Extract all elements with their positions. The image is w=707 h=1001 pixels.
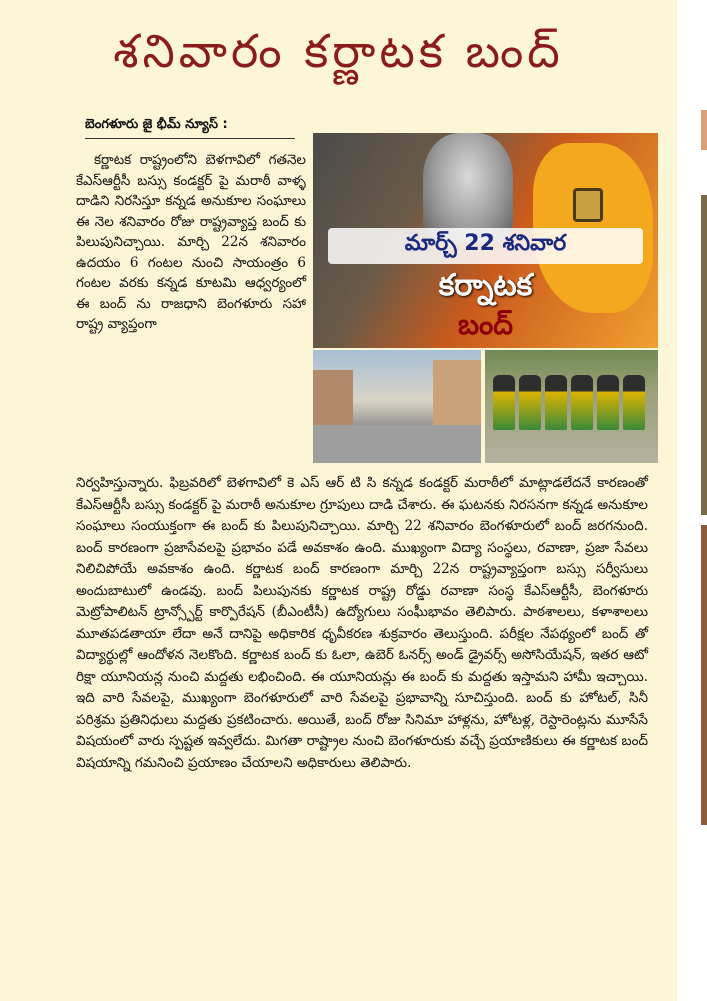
street-building-left bbox=[313, 370, 353, 425]
byline-underline bbox=[85, 138, 295, 139]
padlock-icon bbox=[573, 188, 603, 222]
parked-autorickshaws-photo bbox=[485, 350, 658, 463]
adjacent-page-edge bbox=[701, 110, 707, 150]
adjacent-page-edge bbox=[701, 525, 707, 825]
raised-fist-image bbox=[423, 133, 513, 243]
banner-bandh-text: బంద్ bbox=[458, 308, 513, 341]
adjacent-page-edge bbox=[701, 195, 707, 515]
article-body-text: నిర్వహిస్తున్నారు. ఫిబ్రవరిలో బెళగావిలో కె ఎస్ ఆర్ టి సి కన్నడ కండక్టర్ మరాఠీలో మాట్లాడలేదనే కారణంతో కేఎస్ఆర్టీసీ బస్సు కండక్టర్ పై మరాఠీ అనుకూల గ్రూపులు దాడి చేశారు. ఈ ఘటనకు నిరసనగా కన్నడ అనుకూల సంఘాలు సంయుక్తంగా ఈ బంద్ కు పిలుపునిచ్చాయి. మార్చి 22 శనివారం బెంగళూరులో బంద్ జరగనుంది. బంద్ కారణంగా ప్రజాసేవలపై ప్రభావం పడే అవకాశం ఉంది. ముఖ్యంగా విద్యా సంస్థలు, రవాణా, ప్రజా సేవలు నిలిచిపోయే అవకాశం ఉంది. కర్ణాటక బంద్ కారణంగా మార్చి 22న రాష్ట్రవ్యాప్తంగా బస్సు సర్వీసులు అందుబాటులో ఉండవు. బంద్ పిలుపునకు కర్ణాటక రాష్ట్ర రోడ్డు రవాణా సంస్థ కేఎస్ఆర్టీసీ, బెంగళూరు మెట్రోపాలిటన్ ట్రాన్స్పోర్ట్ కార్పొరేషన్ (బీఎంటీసీ) ఉద్యోగులు సంఘీభావం తెలిపారు. పాఠశాలలు, కళాశాలలు మూతపడతాయా లేదా అనే దానిపై అధికారిక ధృవీకరణ శుక్రవారం తెలుస్తుంది. పరీక్షల నేపథ్యంలో బంద్ తో విద్యార్థుల్లో ఆందోళన నెలకొంది. కర్ణాటక బంద్ కు ఓలా, ఉబెర్ ఓనర్స్ అండ్ డ్రైవర్స్ అసోసియేషన్, ఇతర ఆటో రిక్షా యూనియన్ల నుంచి మద్దతు లభించింది. ఈ యూనియన్లు ఈ బంద్ కు మద్దతు ఇస్తామని హామీ ఇచ్చాయి. ఇది వారి సేవలపై, ముఖ్యంగా బెంగళూరులో వారి సేవలపై ప్రభావాన్ని సూచిస్తుంది. బంద్ కు హోటల్, సినీ పరిశ్రమ ప్రతినిధులు మద్దతు ప్రకటించారు. అయితే, బంద్ రోజు సినిమా హాళ్లను, హోటళ్ల, రెస్టారెంట్లను మూసేసే విషయంలో వారు స్పష్టత ఇవ్వలేదు. మిగతా రాష్ట్రాల నుంచి బెంగళూరుకు వచ్చే ప్రయాణికులు ఈ కర్ణాటక బంద్ విషయాన్ని గమనించి ప్రయాణం చేయాలని అధికారులు తెలిపారు. bbox=[76, 475, 648, 771]
intro-column-text: కర్ణాటక రాష్ట్రంలోని బెళగావిలో గతనెల కేఎస్ఆర్టీసీ బస్సు కండక్టర్ పై మరాఠీ వాళ్ళ దాడిని నిరసిస్తూ కన్నడ అనుకూల సంఘాలు ఈ నెల శనివారం రోజు రాష్ట్రవ్యాప్త బంద్ కు పిలుపునిచ్చాయి. మార్చి 22న శనివారం ఉదయం 6 గంటల నుంచి సాయంత్రం 6 గంటల వరకు కన్నడ కూటమి ఆధ్వర్యంలో ఈ బంద్ ను రాజధాని బెంగళూరు సహా రాష్ట్ర వ్యాప్తంగా bbox=[76, 152, 306, 332]
autorickshaw-image bbox=[623, 375, 645, 430]
headline: శనివారం కర్ణాటక బంద్ bbox=[113, 24, 564, 78]
banner-date-text: మార్చ్ 22 శనివార bbox=[328, 228, 643, 264]
autorickshaw-image bbox=[597, 375, 619, 430]
autorickshaw-image bbox=[571, 375, 593, 430]
street-road bbox=[313, 425, 481, 463]
empty-street-photo bbox=[313, 350, 481, 463]
street-building-right bbox=[433, 360, 481, 425]
autorickshaw-image bbox=[545, 375, 567, 430]
protest-graphic bbox=[313, 133, 658, 348]
autorickshaw-image bbox=[493, 375, 515, 430]
article-photo-collage bbox=[313, 133, 658, 463]
autorickshaw-image bbox=[519, 375, 541, 430]
banner-karnataka-text: కర్నాటక bbox=[438, 268, 533, 303]
byline: బెంగళూరు జై భీమ్ న్యూస్ : bbox=[85, 117, 228, 132]
